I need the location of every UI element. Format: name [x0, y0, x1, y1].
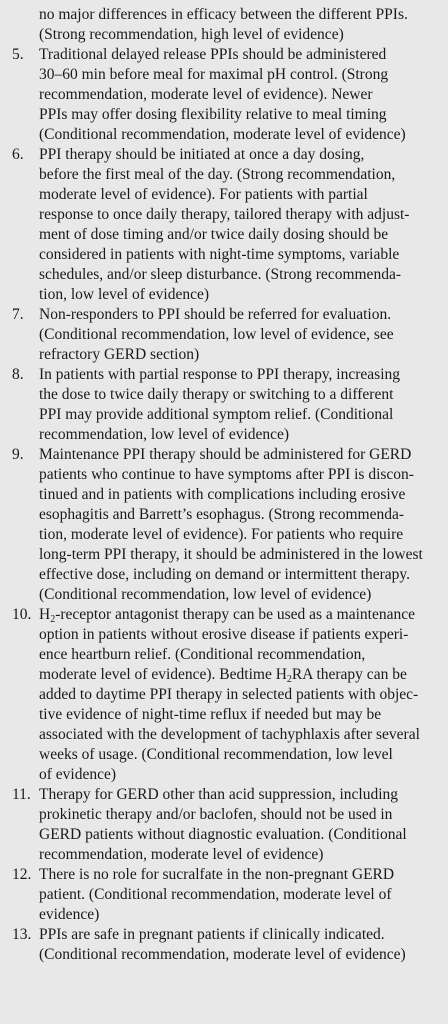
list-item-text: Maintenance PPI therapy should be administered for GERD [39, 446, 412, 463]
list-item-text: (Conditional recommendation, low level of evidence, see [39, 326, 394, 343]
list-item-text: option in patients without erosive disease if patients experi- [39, 626, 409, 643]
list-item-text: no major differences in efficacy between the different PPIs. [39, 6, 408, 23]
list-item-text: (Strong recommendation, high level of evidence) [39, 26, 344, 43]
list-item-text: 30–60 min before meal for maximal pH control. (Strong [39, 66, 389, 83]
list-item-text: associated with the development of tachyphlaxis after several [39, 726, 420, 743]
list-item-text: tinued and in patients with complications including erosive [39, 486, 406, 503]
list-item-number: 7. [12, 306, 24, 323]
list-item-number: 6. [12, 146, 24, 163]
list-item-number: 10. [12, 606, 32, 623]
list-item-text: response to once daily therapy, tailored therapy with adjust- [39, 206, 410, 223]
list-item-text: recommendation, moderate level of evidence) [39, 846, 324, 863]
list-item-text: esophagitis and Barrett’s esophagus. (Strong recommenda- [39, 506, 405, 523]
list-item-text: weeks of usage. (Conditional recommendation, low level [39, 746, 393, 763]
list-item-text: tion, low level of evidence) [39, 286, 210, 303]
list-item-number: 13. [12, 926, 32, 943]
list-item-text: GERD patients without diagnostic evaluation. (Conditional [39, 826, 407, 843]
list-item-text: PPIs are safe in pregnant patients if clinically indicated. [39, 926, 385, 943]
list-item-number: 11. [12, 786, 31, 803]
list-item-text: PPIs may offer dosing flexibility relative to meal timing [39, 106, 387, 123]
list-item-text: Traditional delayed release PPIs should be administered [39, 46, 387, 63]
list-item-text: added to daytime PPI therapy in selected patients with objec- [39, 686, 419, 703]
list-item-text: ment of dose timing and/or twice daily dosing should be [39, 226, 389, 243]
list-item-text: recommendation, moderate level of evidence). Newer [39, 86, 373, 103]
list-item-text: (Conditional recommendation, moderate level of evidence) [39, 946, 406, 963]
list-item-text: tion, moderate level of evidence). For patients who require [39, 526, 404, 543]
list-item-text: patient. (Conditional recommendation, moderate level of [39, 886, 392, 903]
list-item-text: moderate level of evidence). Bedtime $H_2RA$ therapy can be [39, 666, 407, 685]
list-item-text: PPI therapy should be initiated at once a day dosing, [39, 146, 365, 163]
list-item-number: 9. [12, 446, 24, 463]
list-item-text: of evidence) [39, 766, 117, 783]
list-item-text: schedules, and/or sleep disturbance. (Strong recommenda- [39, 266, 401, 283]
list-item-text: refractory GERD section) [39, 346, 200, 363]
list-item-text: the dose to twice daily therapy or switching to a different [39, 386, 394, 403]
list-item-text: Non-responders to PPI should be referred for evaluation. [39, 306, 392, 323]
list-item-text: In patients with partial response to PPI therapy, increasing [39, 366, 401, 383]
list-item-text: PPI may provide additional symptom relief. (Conditional [39, 406, 394, 423]
list-item-text: $H_2$-receptor antagonist therapy can be used as a maintenance [39, 606, 415, 625]
list-item-text: (Conditional recommendation, moderate level of evidence) [39, 126, 406, 143]
list-item-text: ence heartburn relief. (Conditional recommendation, [39, 646, 366, 663]
list-item-number: 8. [12, 366, 24, 383]
list-item-text: considered in patients with night-time symptoms, variable [39, 246, 400, 263]
list-item-text: before the first meal of the day. (Strong recommendation, [39, 166, 396, 183]
list-item-text: There is no role for sucralfate in the non-pregnant GERD [39, 866, 395, 883]
list-item-text: (Conditional recommendation, low level of evidence) [39, 586, 372, 603]
list-item-text: recommendation, low level of evidence) [39, 426, 290, 443]
list-item-text: moderate level of evidence). For patients with partial [39, 186, 368, 203]
list-item-text: evidence) [39, 906, 100, 923]
list-item-number: 5. [12, 46, 24, 63]
list-item-text: prokinetic therapy and/or baclofen, should not be used in [39, 806, 393, 823]
list-item-text: patients who continue to have symptoms after PPI is discon- [39, 466, 414, 483]
list-item-text: tive evidence of night-time reflux if needed but may be [39, 706, 382, 723]
list-item-text: long-term PPI therapy, it should be administered in the lowest [39, 546, 423, 563]
list-item-text: Therapy for GERD other than acid suppression, including [39, 786, 398, 803]
list-item-number: 12. [12, 866, 32, 883]
list-item-text: effective dose, including on demand or intermittent therapy. [39, 566, 411, 583]
